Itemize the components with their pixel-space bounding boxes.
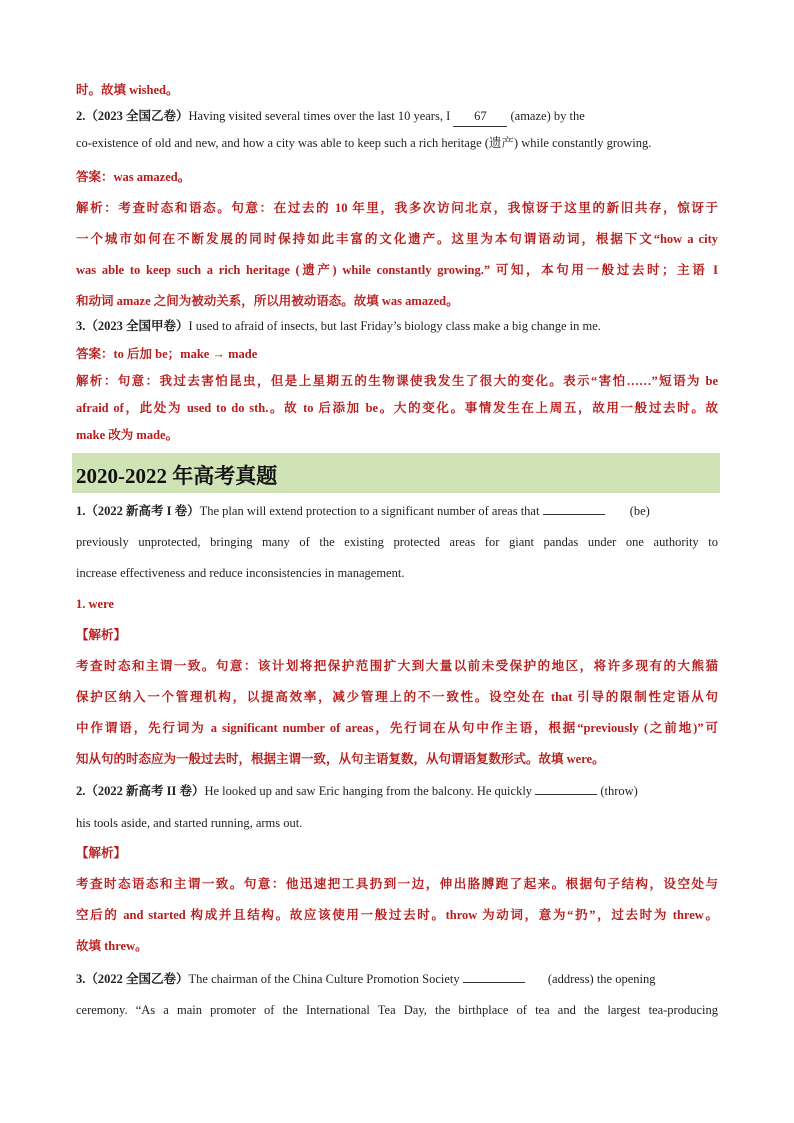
question-2022-xin-1 — [76, 501, 718, 521]
section-title: 2020-2022 年高考真题 — [76, 464, 278, 488]
answer-line: 1. were — [76, 597, 114, 611]
section-header — [72, 453, 720, 493]
explanation-line: afraid of，此处为 used to do sth.。故 to 后添加 be。大的变化。事情发生在上周五，故用一般过去时。故 — [76, 401, 718, 415]
question-source: 2.（2023 全国乙卷） — [76, 109, 189, 123]
question-text: The plan will extend protection to a significant number of areas that — [199, 504, 540, 518]
answer-blank — [463, 982, 525, 983]
explanation-line: was able to keep such a rich heritage (遗产) while constantly growing.” 可知，本句用一般过去时；主语 I — [76, 263, 718, 277]
question-2023-jia — [76, 316, 718, 336]
explanation-label: 【解析】 — [76, 628, 127, 642]
question-text: (throw) — [600, 784, 638, 798]
explanation-line: 知从句的时态应为一般过去时，根据主谓一致，从句主语复数，从句谓语复数形式。故填 were。 — [76, 752, 605, 766]
explanation-line: 解析：句意：我过去害怕昆虫，但是上星期五的生物课使我发生了很大的变化。表示“害怕……”短语为 be — [76, 374, 718, 388]
explanation-line: make 改为 made。 — [76, 428, 179, 442]
question-source: 3.（2022 全国乙卷） — [76, 972, 189, 986]
question-line: his tools aside, and started running, arms out. — [76, 816, 303, 830]
question-source: 2.（2022 新高考 II 卷） — [76, 784, 205, 798]
explanation-line: 中作谓语，先行词为 a significant number of areas，先行词在从句中作主语，根据“previously (之前地)”可 — [76, 721, 718, 735]
question-text: I used to afraid of insects, but last Friday’s biology class make a big change in me. — [188, 319, 601, 333]
question-line: ceremony. “As a main promoter of the International Tea Day, the birthplace of tea and the largest tea-producing — [76, 1003, 718, 1017]
question-text: (address) the opening — [547, 972, 656, 986]
question-source: 3.（2023 全国甲卷） — [76, 319, 189, 333]
question-text: (be) — [629, 504, 650, 518]
explanation-label: 【解析】 — [76, 846, 127, 860]
question-line: increase effectiveness and reduce inconsistencies in management. — [76, 566, 405, 580]
answer-line-wished: 时。故填 wished。 — [76, 83, 179, 97]
answer-blank — [535, 794, 597, 795]
explanation-line: 空后的 and started 构成并且结构。故应该使用一般过去时。throw 为动词，意为“扔”，过去时为 threw。 — [76, 908, 718, 922]
answer-blank: 67 — [453, 106, 507, 127]
question-2022-yi — [76, 969, 718, 989]
question-2022-xin-2 — [76, 781, 718, 801]
question-text: (amaze) by the — [510, 109, 585, 123]
answer-line: 答案：to 后加 be；make → made — [76, 347, 258, 361]
question-2023-yi — [76, 106, 718, 127]
answer-line: 答案：was amazed。 — [76, 170, 191, 184]
question-source: 1.（2022 新高考 I 卷） — [76, 504, 200, 518]
explanation-line: 一个城市如何在不断发展的同时保持如此丰富的文化遗产。这里为本句谓语动词，根据下文“how a city — [76, 232, 718, 246]
question-line: co-existence of old and new, and how a city was able to keep such a rich heritage (遗产) while constantly growing. — [76, 136, 652, 150]
question-text: The chairman of the China Culture Promotion Society — [188, 972, 460, 986]
explanation-line: 故填 threw。 — [76, 939, 148, 953]
answer-blank — [543, 514, 605, 515]
explanation-line: 考查时态和主谓一致。句意：该计划将把保护范围扩大到大量以前未受保护的地区，将许多现有的大熊猫 — [76, 659, 718, 673]
explanation-line: 和动词 amaze 之间为被动关系，所以用被动语态。故填 was amazed。 — [76, 294, 459, 308]
question-line: previously unprotected, bringing many of the existing protected areas for giant pandas under one authority to — [76, 535, 718, 549]
explanation-line: 解析：考查时态和语态。句意：在过去的 10 年里，我多次访问北京，我惊讶于这里的新旧共存，惊讶于 — [76, 201, 718, 215]
explanation-line: 保护区纳入一个管理机构，以提高效率，减少管理上的不一致性。设空处在 that 引导的限制性定语从句 — [76, 690, 718, 704]
question-text: He looked up and saw Eric hanging from the balcony. He quickly — [204, 784, 533, 798]
explanation-line: 考查时态语态和主谓一致。句意：他迅速把工具扔到一边，伸出胳膊跑了起来。根据句子结构，设空处与 — [76, 877, 718, 891]
question-text: Having visited several times over the last 10 years, I — [188, 109, 451, 123]
